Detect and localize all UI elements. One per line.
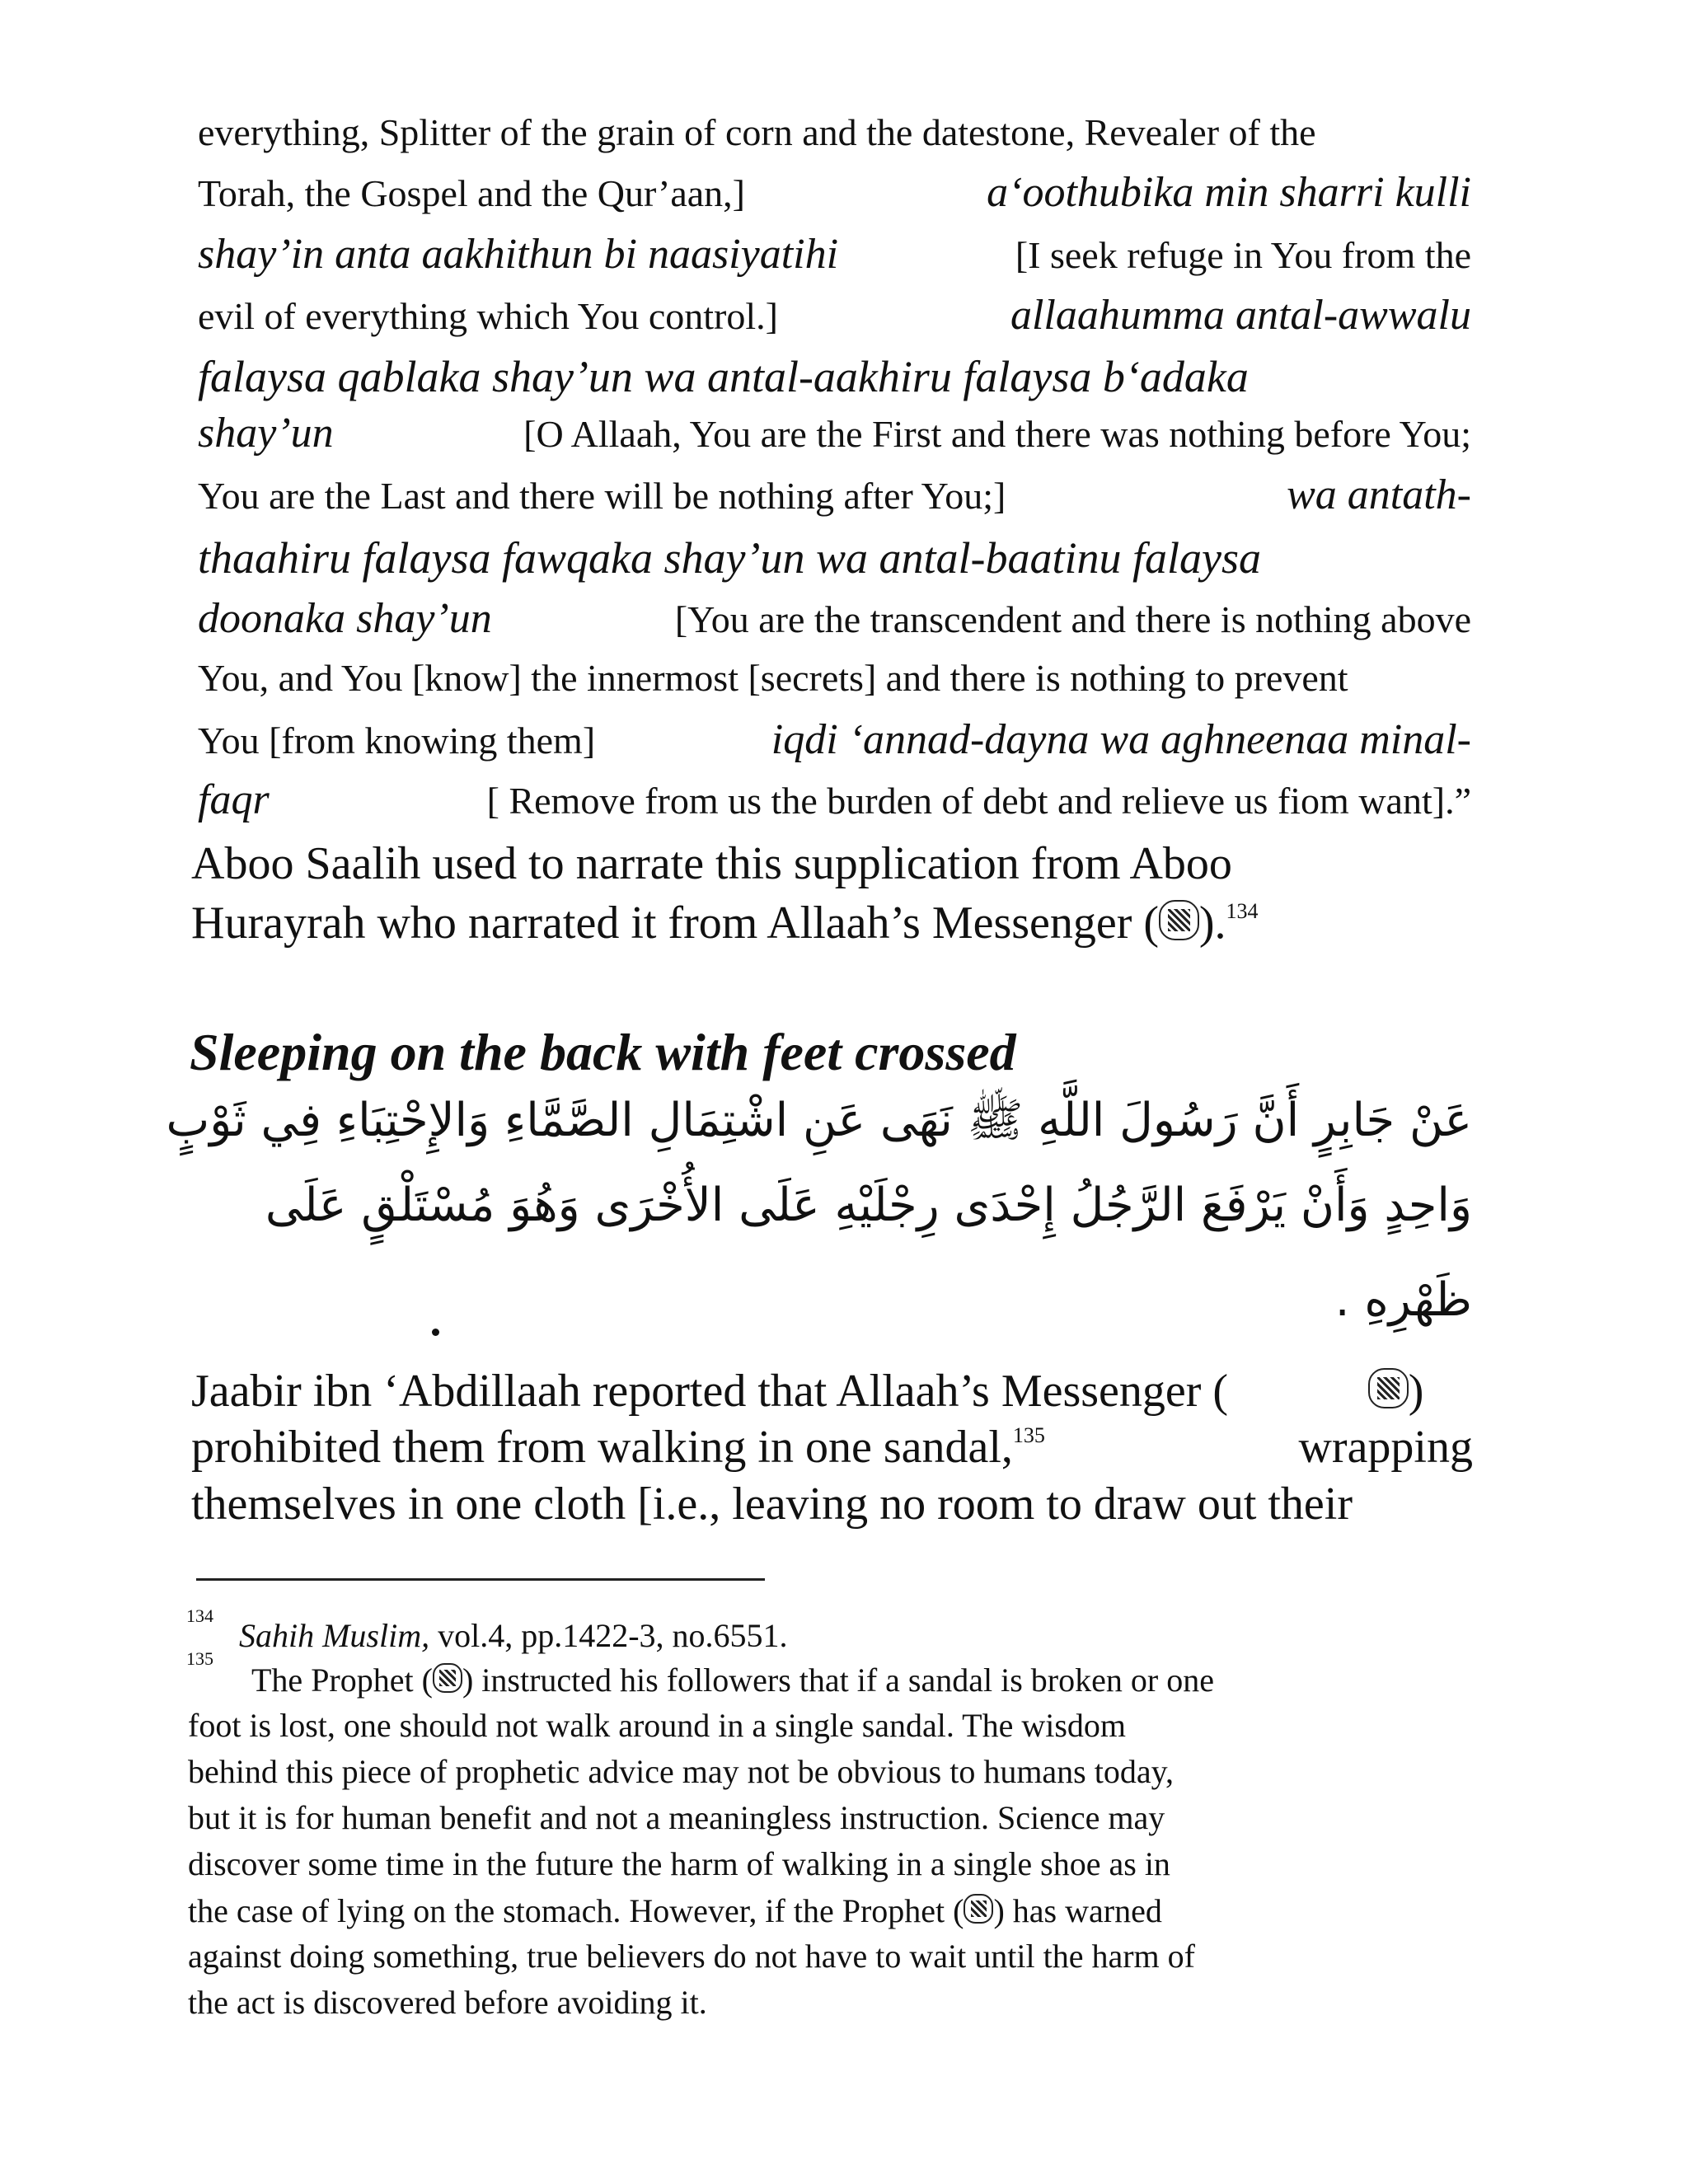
text-segment: but it is for human benefit and not a meaningless instruction. Science may — [188, 1799, 1165, 1836]
footnote-separator — [196, 1578, 765, 1581]
section-heading: Sleeping on the back with feet crossed — [190, 1023, 1016, 1081]
text-segment: themselves in one cloth [i.e., leaving no room to draw out their — [191, 1479, 1353, 1530]
text-segment: the act is discovered before avoiding it. — [188, 1984, 707, 2021]
transliteration-segment: a‘oothubika min sharri kulli — [987, 169, 1471, 216]
text-segment: prohibited them from walking in one sandal, — [191, 1422, 1013, 1473]
body-line-13 — [191, 838, 1473, 889]
stray-mark — [432, 1329, 439, 1336]
footnote-135-line-2 — [188, 1709, 1453, 1742]
transliteration-segment: allaahumma antal-awwalu — [1010, 292, 1471, 339]
footnote-number: 135 — [186, 1648, 213, 1669]
text-segment: Aboo Saalih used to narrate this supplication from Aboo — [191, 838, 1232, 889]
text-segment: evil of everything which You control.] — [198, 295, 778, 337]
body-line-1 — [198, 111, 1471, 153]
text-segment: ) instructed his followers that if a sandal is broken or one — [462, 1661, 1214, 1699]
text-segment: Hurayrah who narrated it from Allaah’s Messenger ( — [191, 898, 1160, 949]
salutation-icon — [964, 1894, 993, 1924]
transliteration-segment: shay’un — [198, 410, 334, 457]
arabic-line-2: وَاحِدٍ وَأَنْ يَرْفَعَ الرَّجُلُ إِحْدَى رِجْلَيْهِ عَلَى الأُخْرَى وَهُوَ مُسْتَلْقٍ عَلَى — [265, 1179, 1472, 1232]
text-segment: ) has warned — [993, 1892, 1162, 1929]
body-line-3 — [198, 233, 1471, 276]
citation-detail: vol.4, pp.1422-3, no.6551. — [438, 1617, 788, 1654]
body-line-8 — [198, 533, 1471, 583]
text-segment: Torah, the Gospel and the Qur’aan,] — [198, 172, 745, 214]
salutation-icon — [1368, 1368, 1409, 1408]
text-segment: against doing something, true believers do not have to wait until the harm of — [188, 1938, 1195, 1975]
citation-title: Sahih Muslim, — [239, 1617, 430, 1654]
text-segment: the case of lying on the stomach. However, if the Prophet ( — [188, 1892, 964, 1929]
salutation-close — [1368, 1366, 1424, 1417]
body-line-16 — [191, 1422, 1473, 1473]
arabic-line-3: ظَهْرِهِ . — [1334, 1273, 1472, 1327]
footnote-135-line-7 — [188, 1940, 1453, 1973]
body-line-10 — [198, 659, 1471, 697]
text-segment: You [from knowing them] — [198, 719, 596, 762]
text-segment: foot is lost, one should not walk around in a single sandal. The wisdom — [188, 1707, 1127, 1744]
text-segment: wrapping — [1298, 1422, 1473, 1473]
footnote-135-line-3 — [188, 1755, 1453, 1788]
transliteration-segment: wa antath- — [1287, 471, 1471, 518]
footnote-135-line-1 — [251, 1663, 1455, 1697]
transliteration-segment: iqdi ‘annad-dayna wa aghneenaa minal- — [771, 716, 1471, 763]
footnote-135-line-5 — [188, 1845, 1453, 1882]
body-line-2 — [198, 171, 1471, 214]
body-line-12 — [198, 776, 1471, 823]
body-line-5 — [198, 354, 1471, 399]
transliteration-segment: thaahiru falaysa fawqaka shay’un wa antal-baatinu falaysa — [198, 533, 1261, 583]
text-segment — [191, 1422, 1045, 1473]
text-segment: The Prophet ( — [251, 1661, 433, 1699]
text-segment: [I seek refuge in You from the — [1015, 234, 1471, 276]
text-segment: [O Allaah, You are the First and there was nothing before You; — [523, 413, 1471, 455]
body-line-4 — [198, 294, 1471, 337]
text-segment: [ Remove from us the burden of debt and relieve us fiom want].” — [486, 780, 1471, 822]
salutation-icon — [433, 1663, 462, 1693]
footnote-135-line-6 — [188, 1894, 1453, 1928]
text-segment: [You are the transcendent and there is nothing above — [674, 598, 1471, 640]
footnote-reference: 134 — [1226, 899, 1259, 924]
text-segment: ) — [1408, 1366, 1424, 1417]
footnote-number: 134 — [186, 1605, 213, 1626]
footnote-135-line-4 — [188, 1799, 1453, 1836]
text-segment: Jaabir ibn ‘Abdillaah reported that Allaah’s Messenger ( — [191, 1366, 1229, 1417]
footnote-135-line-8 — [188, 1986, 1453, 2019]
arabic-line-1: عَنْ جَابِرٍ أَنَّ رَسُولَ اللَّهِ ﷺ نَهَى عَنِ اشْتِمَالِ الصَّمَّاءِ وَالإِحْتِبَاءِ فِي ثَوْبٍ — [166, 1094, 1472, 1147]
footnote-134 — [239, 1619, 788, 1652]
text-segment: You are the Last and there will be nothing after You;] — [198, 475, 1006, 517]
text-segment: everything, Splitter of the grain of corn and the datestone, Revealer of the — [198, 111, 1316, 153]
text-segment: You, and You [know] the innermost [secrets] and there is nothing to prevent — [198, 657, 1348, 699]
body-line-9 — [198, 595, 1471, 642]
body-line-6 — [198, 412, 1471, 455]
text-segment: ). — [1198, 898, 1226, 949]
body-line-7 — [198, 471, 1471, 518]
salutation-icon — [1159, 900, 1199, 940]
body-line-11 — [198, 716, 1471, 763]
transliteration-segment: shay’in anta aakhithun bi naasiyatihi — [198, 231, 839, 278]
transliteration-segment: falaysa qablaka shay’un wa antal-aakhiru falaysa b‘adaka — [198, 352, 1249, 401]
text-segment: discover some time in the future the harm of walking in a single shoe as in — [188, 1845, 1170, 1882]
body-line-14 — [191, 898, 1473, 949]
footnote-reference: 135 — [1012, 1423, 1045, 1448]
transliteration-segment: doonaka shay’un — [198, 595, 492, 642]
body-line-17 — [191, 1479, 1473, 1530]
body-line-15 — [191, 1366, 1473, 1417]
text-segment: behind this piece of prophetic advice may not be obvious to humans today, — [188, 1753, 1175, 1790]
transliteration-segment: faqr — [198, 776, 270, 823]
